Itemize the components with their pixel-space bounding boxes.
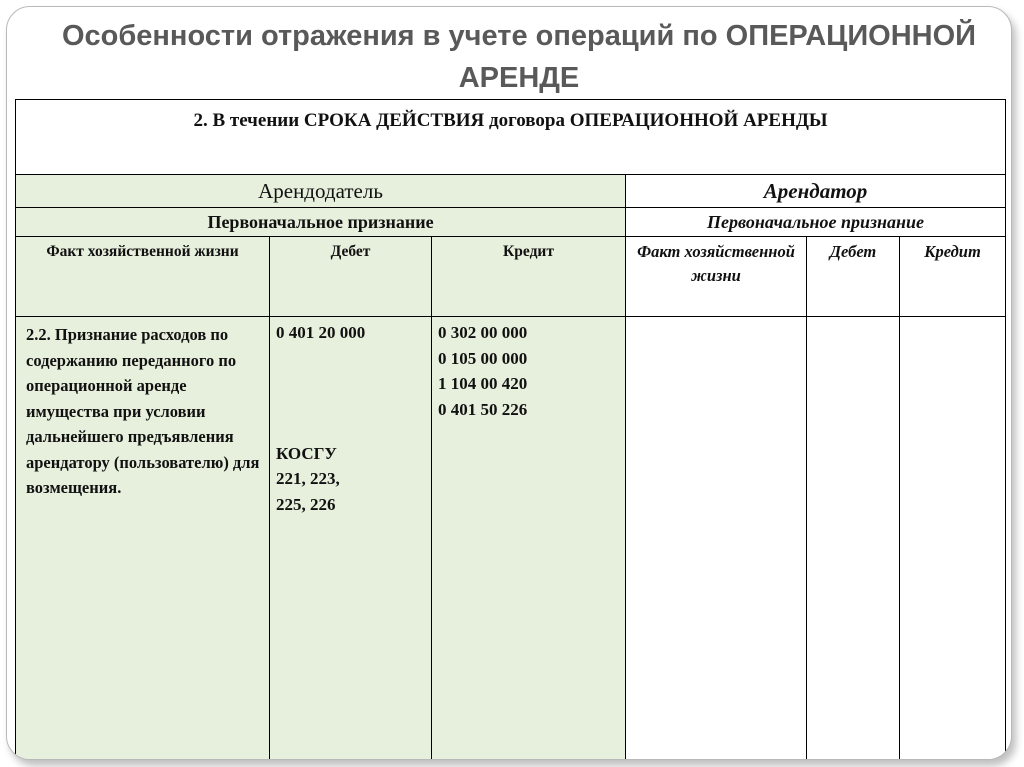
lessor-row-debit	[270, 317, 432, 761]
lessee-col-fact: Факт хозяйственной жизни	[626, 237, 807, 317]
title-line-1: Особенности отражения в учете операций по ОПЕРАЦИОННОЙ	[61, 20, 977, 52]
lessee-row-fact	[626, 317, 807, 761]
debit-account: 0 401 20 000	[276, 323, 366, 342]
lessor-subheading: Первоначальное признание	[16, 208, 626, 237]
lessee-row-credit	[900, 317, 1006, 761]
kosgu-block	[276, 441, 431, 518]
kosgu-label: КОСГУ	[276, 443, 337, 463]
lessor-col-fact: Факт хозяйственной жизни	[16, 237, 270, 317]
credit-account: 0 302 00 000	[438, 323, 528, 342]
lessee-heading: Арендатор	[626, 175, 1006, 208]
lessor-col-debit: Дебет	[270, 237, 432, 317]
lessor-row-fact: 2.2. Признание расходов по содержанию переданного по операционной аренде имущества при условии дальнейшего предъявления арендатору (пользователю) для возмещения.	[16, 317, 270, 761]
kosgu-codes-line-1: 221, 223,	[276, 469, 340, 488]
table-banner: 2. В течении СРОКА ДЕЙСТВИЯ договора ОПЕРАЦИОННОЙ АРЕНДЫ	[16, 100, 1006, 175]
lessor-col-credit: Кредит	[432, 237, 626, 317]
operational-lease-table	[15, 99, 1006, 760]
credit-account: 1 104 00 420	[438, 374, 528, 393]
lessee-subheading: Первоначальное признание	[626, 208, 1006, 237]
credit-account: 0 105 00 000	[438, 348, 528, 368]
lessor-row-credit	[432, 317, 626, 761]
lessee-col-debit: Дебет	[807, 237, 900, 317]
lessor-heading: Арендодатель	[16, 175, 626, 208]
title-line-2: АРЕНДЕ	[458, 62, 580, 94]
slide-title	[37, 15, 1001, 99]
lessee-row-debit	[807, 317, 900, 761]
lessee-col-credit: Кредит	[900, 237, 1006, 317]
kosgu-codes-line-2: 225, 226	[276, 494, 336, 514]
credit-account: 0 401 50 226	[438, 399, 528, 419]
slide-frame	[6, 6, 1012, 760]
